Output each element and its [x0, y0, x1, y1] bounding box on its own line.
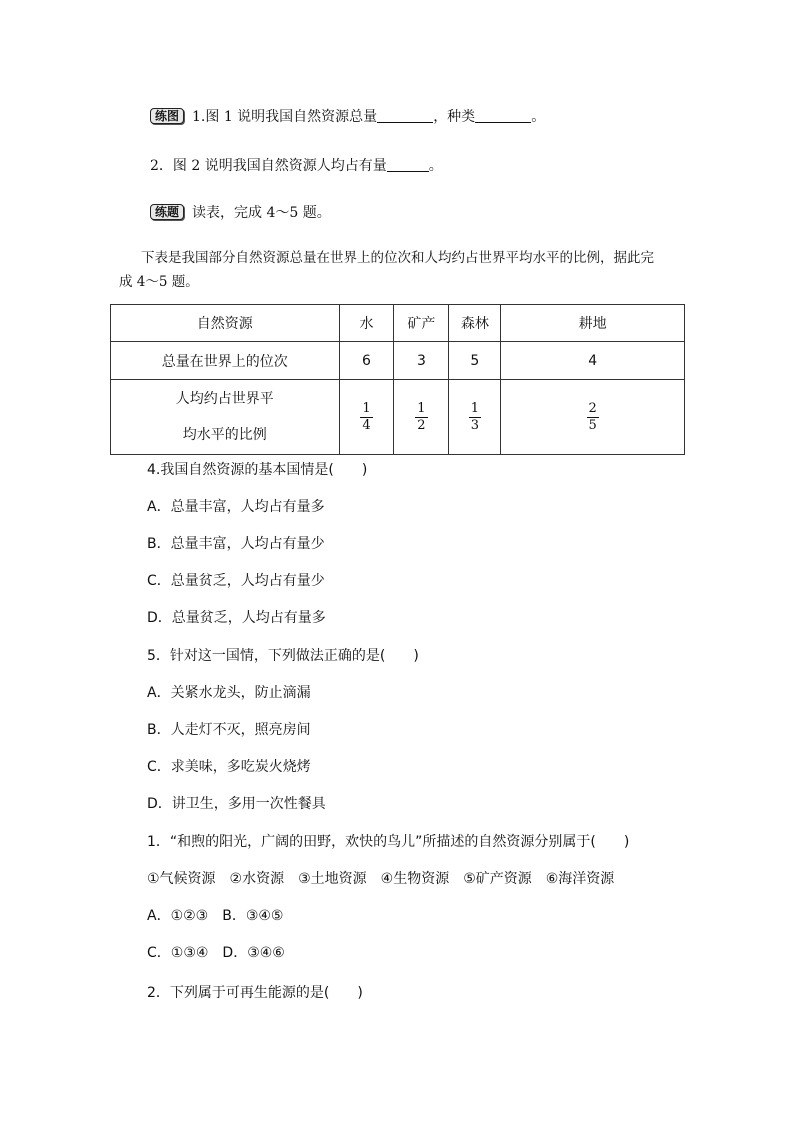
table-header: 自然资源 — [111, 305, 340, 342]
table-header: 耕地 — [501, 305, 685, 342]
answer-option[interactable]: A．关紧水龙头，防止滴漏 — [147, 685, 311, 701]
fraction-denominator: 2 — [417, 418, 426, 433]
table-cell: 3 — [394, 342, 449, 380]
answer-option[interactable]: B．人走灯不灭，照亮房间 — [147, 722, 311, 738]
question-stem: 1．“和煦的阳光，广阔的田野，欢快的鸟儿”所描述的自然资源分别属于( ) — [147, 834, 630, 850]
fraction-numerator: 1 — [470, 401, 479, 416]
table-cell: 4 — [501, 342, 685, 380]
answer-option[interactable]: D．总量贫乏，人均占有量多 — [147, 610, 326, 626]
fraction-numerator: 2 — [588, 401, 597, 416]
q1-mid: ，种类 — [433, 109, 476, 125]
intro-line-2: 成 4～5 题。 — [119, 274, 199, 290]
table-cell — [501, 380, 685, 455]
fraction-denominator: 3 — [470, 418, 479, 433]
answer-option[interactable]: C．求美味，多吃炭火烧烤 — [147, 759, 311, 775]
resource-list-line: ①气候资源 ②水资源 ③土地资源 ④生物资源 ⑤矿产资源 ⑥海洋资源 — [147, 871, 615, 887]
answer-option[interactable]: B．总量丰富，人均占有量少 — [147, 536, 325, 552]
exercise2-header — [150, 202, 331, 222]
fraction — [415, 401, 427, 434]
row-label-per-capita — [111, 380, 340, 455]
question-stem: 2．下列属于可再生能源的是( ) — [147, 985, 363, 1001]
row-label-rank: 总量在世界上的位次 — [111, 342, 340, 380]
fraction-denominator: 5 — [588, 418, 597, 433]
q1-blank-total[interactable] — [377, 108, 433, 123]
table-header: 森林 — [449, 305, 501, 342]
table-cell: 5 — [449, 342, 501, 380]
table-header: 水 — [339, 305, 394, 342]
fraction-denominator: 4 — [362, 418, 371, 433]
answer-option-pair[interactable]: A．①②③ B．③④⑤ — [147, 908, 284, 924]
q2-text: 2．图 2 说明我国自然资源人均占有量 — [150, 158, 387, 174]
table-row — [111, 380, 685, 455]
fraction-numerator: 1 — [417, 401, 426, 416]
exercise1-q1 — [150, 106, 545, 126]
table-row — [111, 342, 685, 380]
intro-line-1: 下表是我国部分自然资源总量在世界上的位次和人均约占世界平均水平的比例，据此完 — [141, 250, 654, 266]
exercise1-q2 — [150, 155, 443, 175]
resource-table — [110, 304, 685, 455]
fraction — [360, 401, 372, 434]
exercise2-instruction: 读表，完成 4～5 题。 — [192, 205, 331, 221]
q1-blank-kinds[interactable] — [475, 108, 531, 123]
table-cell: 6 — [339, 342, 394, 380]
table-cell — [394, 380, 449, 455]
exercise-tag-lianTi: 练题 — [150, 204, 184, 220]
answer-option[interactable]: A．总量丰富，人均占有量多 — [147, 499, 325, 515]
q2-end: 。 — [428, 158, 443, 174]
table-header-row — [111, 305, 685, 342]
table-header: 矿产 — [394, 305, 449, 342]
answer-option[interactable]: D．讲卫生，多用一次性餐具 — [147, 796, 326, 812]
q1-text: 1.图 1 说明我国自然资源总量 — [192, 109, 378, 125]
answer-option[interactable]: C．总量贫乏，人均占有量少 — [147, 573, 325, 589]
fraction — [587, 401, 599, 434]
row-label-line: 均水平的比例 — [182, 427, 267, 443]
question-stem: 4.我国自然资源的基本国情是( ) — [147, 462, 368, 478]
q1-end: 。 — [531, 109, 546, 125]
q2-blank[interactable] — [387, 157, 429, 172]
row-label-line: 人均约占世界平 — [175, 391, 274, 407]
table-cell — [339, 380, 394, 455]
question-stem: 5．针对这一国情，下列做法正确的是( ) — [147, 648, 419, 664]
table-cell — [449, 380, 501, 455]
exercise-tag-lianTu: 练图 — [150, 108, 184, 124]
fraction — [469, 401, 481, 434]
answer-option-pair[interactable]: C．①③④ D．③④⑥ — [147, 945, 285, 961]
fraction-numerator: 1 — [362, 401, 371, 416]
